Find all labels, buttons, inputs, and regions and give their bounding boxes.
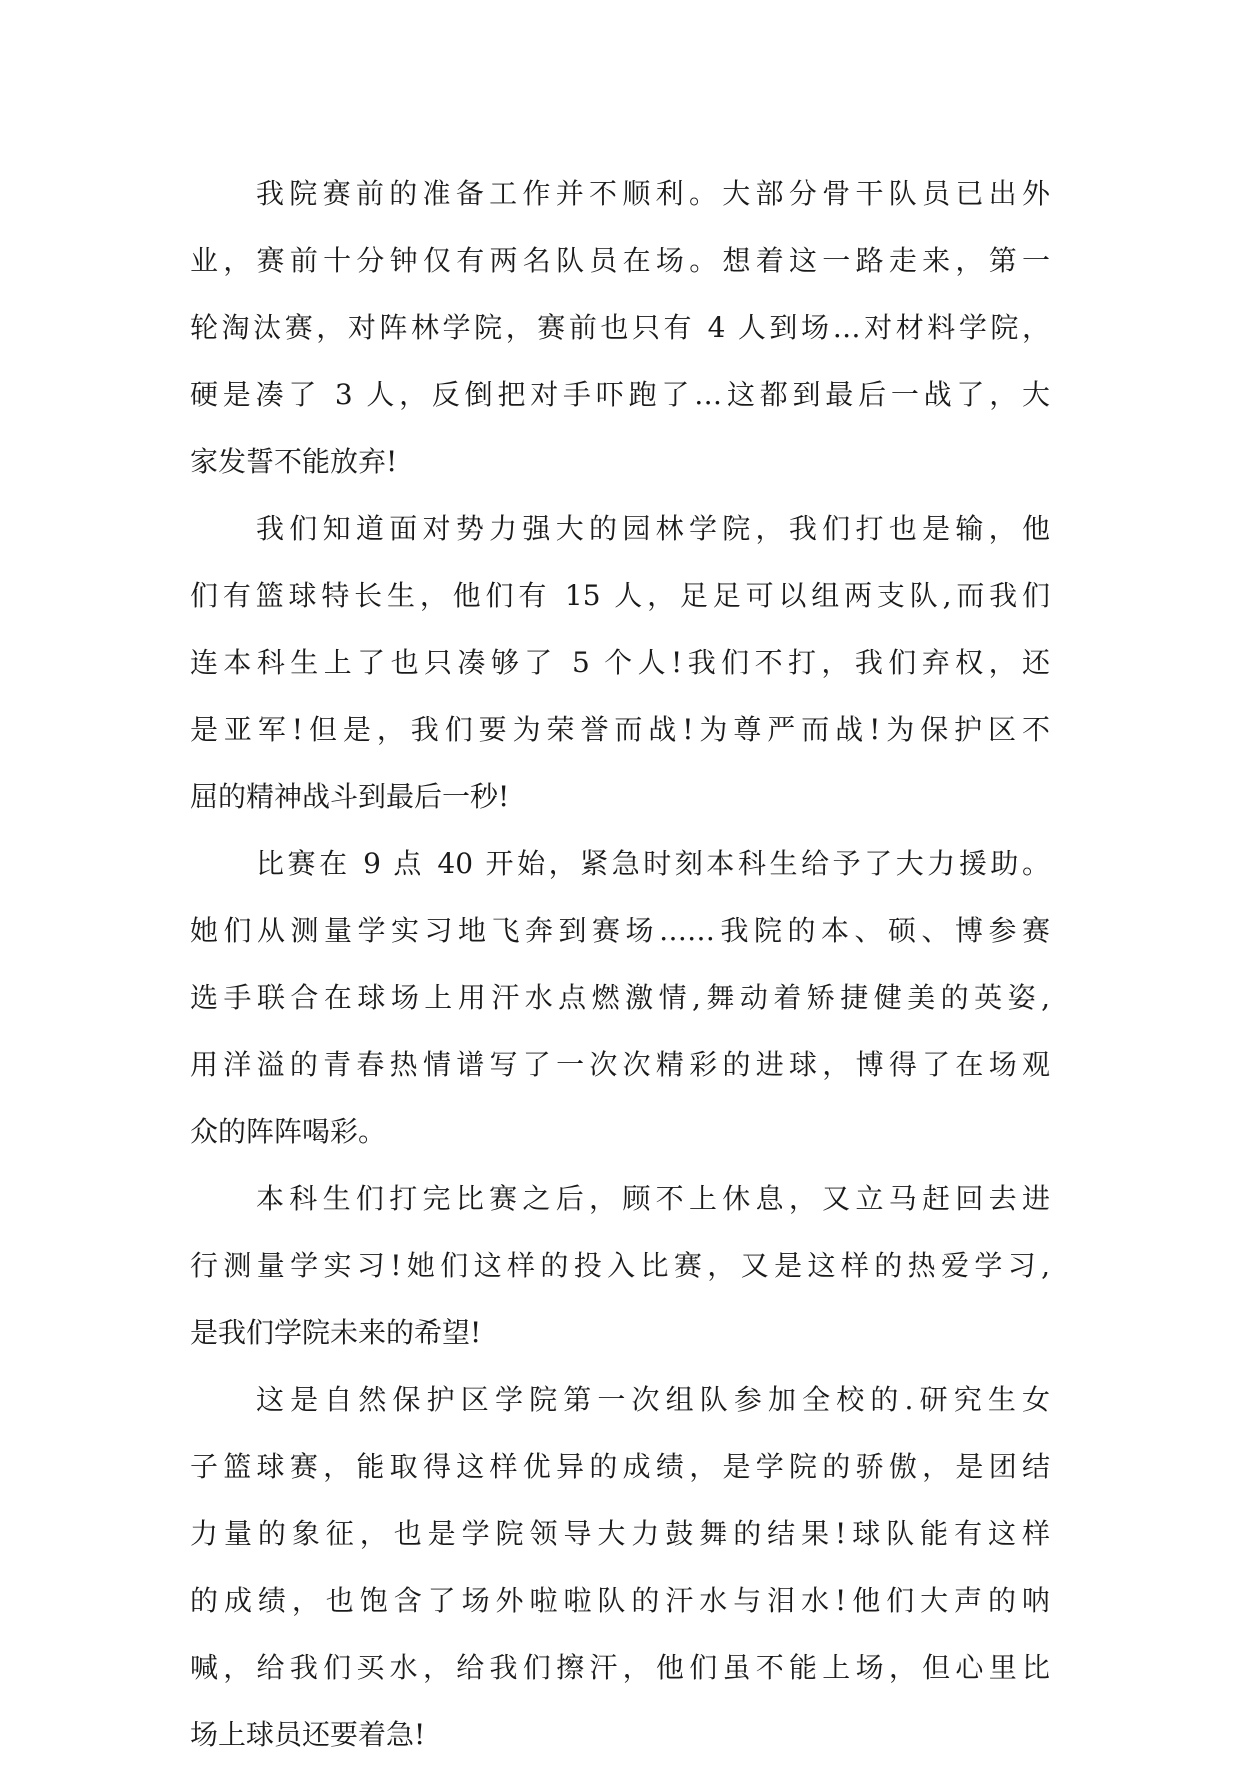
paragraph-4 <box>190 1165 1050 1366</box>
text-line: 是亚军!但是，我们要为荣誉而战!为尊严而战!为保护区不 <box>190 713 1050 746</box>
text-line: 行测量学实习!她们这样的投入比赛，又是这样的热爱学习, <box>190 1249 1050 1282</box>
text-line: 她们从测量学实习地飞奔到赛场……我院的本、硕、博参赛 <box>190 914 1050 947</box>
text-line: 业，赛前十分钟仅有两名队员在场。想着这一路走来，第一 <box>190 244 1050 277</box>
text-line: 是我们学院未来的希望! <box>190 1316 482 1349</box>
text-line: 比赛在 9 点 40 开始，紧急时刻本科生给予了大力援助。 <box>256 847 1050 880</box>
paragraph-1 <box>190 160 1050 495</box>
paragraph-2 <box>190 495 1050 830</box>
text-line: 硬是凑了 3 人，反倒把对手吓跑了…这都到最后一战了，大 <box>190 378 1050 411</box>
text-line: 选手联合在球场上用汗水点燃激情,舞动着矫捷健美的英姿, <box>190 981 1050 1014</box>
text-line: 这是自然保护区学院第一次组队参加全校的.研究生女 <box>256 1383 1050 1416</box>
text-line: 喊，给我们买水，给我们擦汗，他们虽不能上场，但心里比 <box>190 1651 1050 1684</box>
document-body <box>190 160 1050 1768</box>
text-line: 的成绩，也饱含了场外啦啦队的汗水与泪水!他们大声的呐 <box>190 1584 1050 1617</box>
text-line: 本科生们打完比赛之后，顾不上休息，又立马赶回去进 <box>256 1182 1050 1215</box>
text-line: 我们知道面对势力强大的园林学院，我们打也是输，他 <box>256 512 1050 545</box>
text-line: 家发誓不能放弃! <box>190 445 398 478</box>
text-line: 众的阵阵喝彩。 <box>190 1115 387 1148</box>
text-line: 们有篮球特长生，他们有 15 人，足足可以组两支队,而我们 <box>190 579 1050 612</box>
text-line: 连本科生上了也只凑够了 5 个人!我们不打，我们弃权，还 <box>190 646 1050 679</box>
text-line: 我院赛前的准备工作并不顺利。大部分骨干队员已出外 <box>256 177 1050 210</box>
text-line: 屈的精神战斗到最后一秒! <box>190 780 510 813</box>
text-line: 子篮球赛，能取得这样优异的成绩，是学院的骄傲，是团结 <box>190 1450 1050 1483</box>
text-line: 轮淘汰赛，对阵林学院，赛前也只有 4 人到场…对材料学院， <box>190 311 1050 344</box>
paragraph-3 <box>190 830 1050 1165</box>
text-line: 用洋溢的青春热情谱写了一次次精彩的进球，博得了在场观 <box>190 1048 1050 1081</box>
text-line: 力量的象征，也是学院领导大力鼓舞的结果!球队能有这样 <box>190 1517 1050 1550</box>
paragraph-5 <box>190 1366 1050 1768</box>
text-line: 场上球员还要着急! <box>190 1718 426 1751</box>
